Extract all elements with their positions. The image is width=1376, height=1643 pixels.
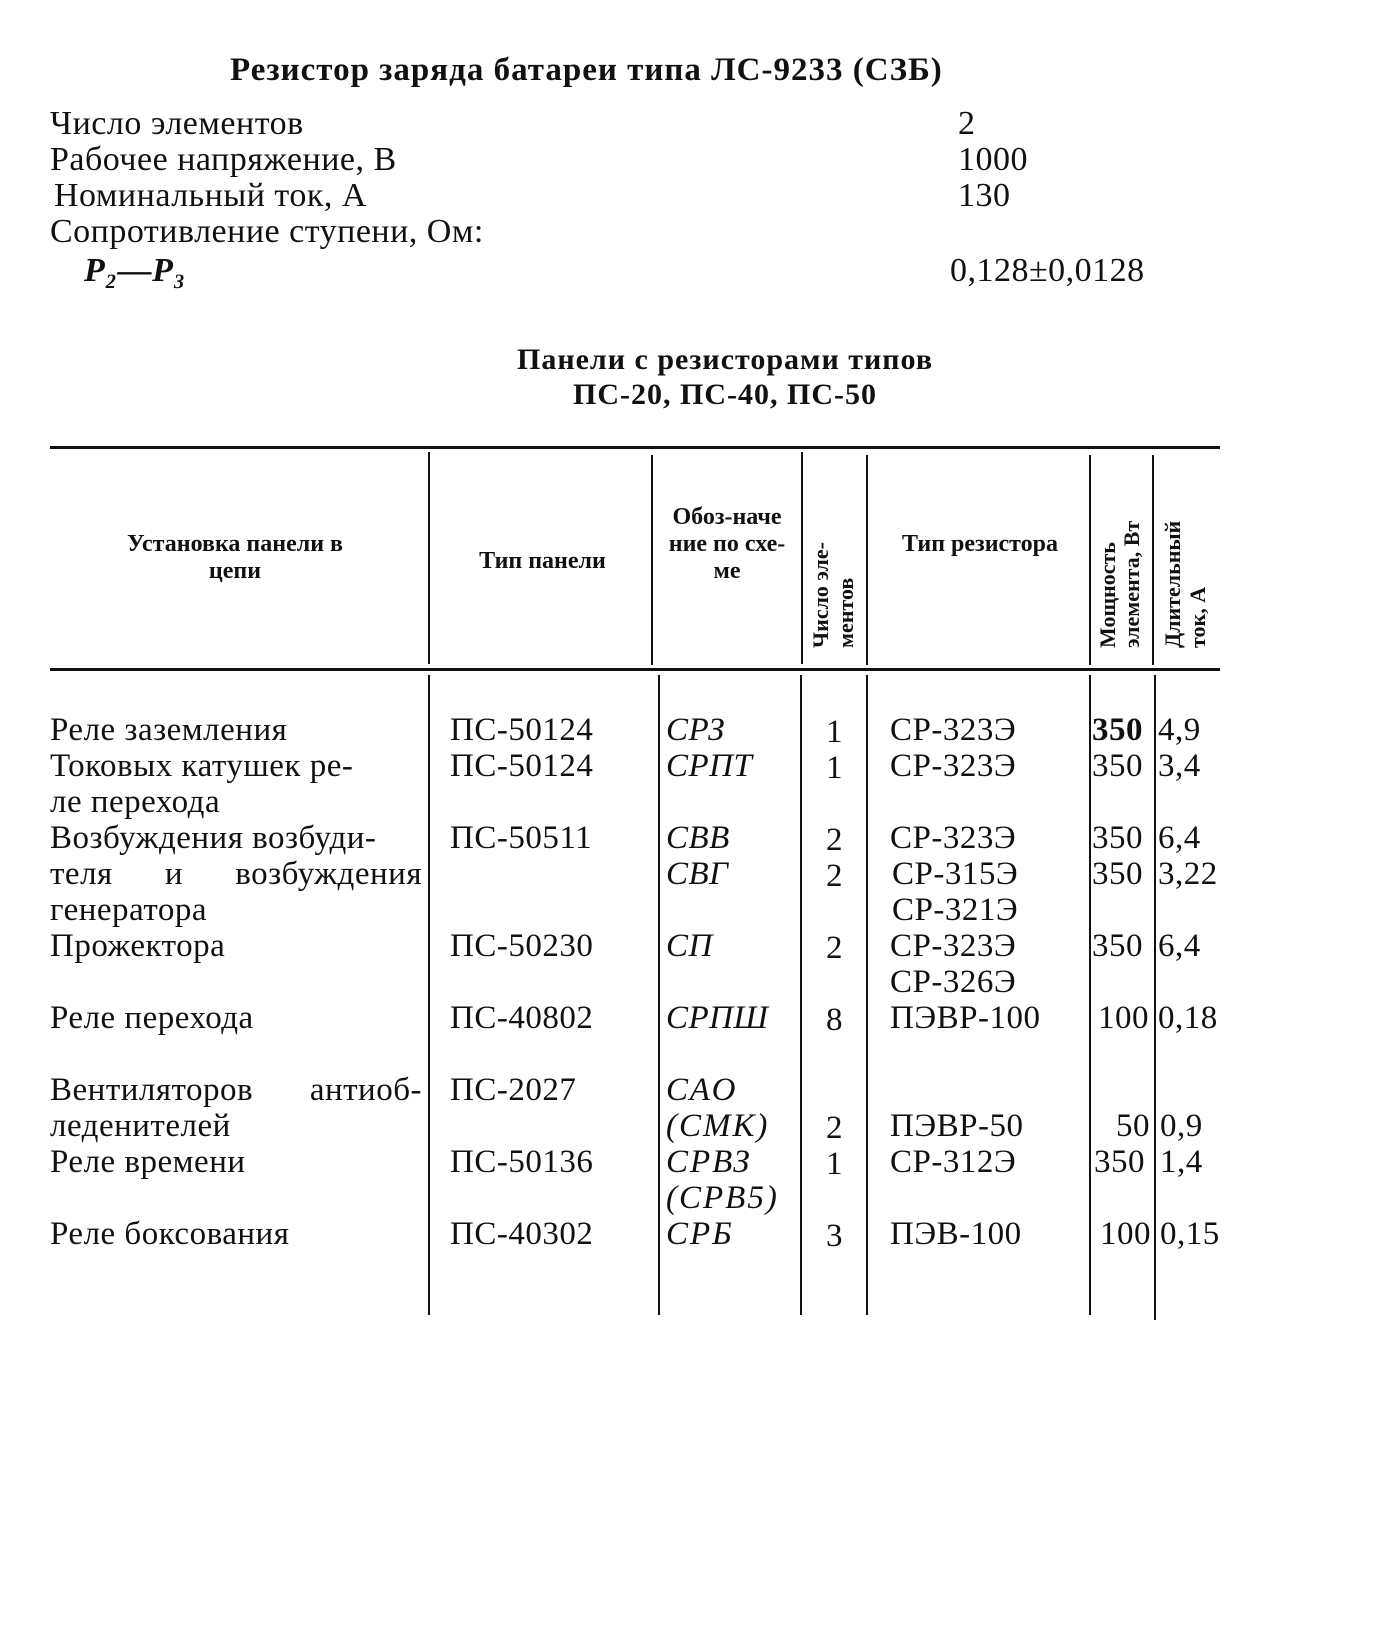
header-panel-type: Тип панели [479, 548, 606, 574]
cell-num: 1 [826, 714, 843, 750]
header-bottom-rule [50, 668, 1220, 671]
cell-power: 350 [1092, 748, 1143, 784]
cell-install: Реле времени [50, 1144, 246, 1180]
column-divider [658, 675, 660, 1315]
cell-resistor: СР-326Э [890, 964, 1017, 1000]
cell-panel: ПС-2027 [450, 1072, 577, 1108]
cell-install: Реле боксования [50, 1216, 290, 1252]
cell-install: Прожектора [50, 928, 226, 964]
column-divider [801, 452, 803, 664]
cell-power: 350 [1092, 856, 1143, 892]
cell-install: Реле заземления [50, 712, 288, 748]
cell-power: 350 [1092, 928, 1143, 964]
cell-current: 3,4 [1158, 748, 1201, 784]
cell-panel: ПС-50230 [450, 928, 594, 964]
column-divider [800, 675, 802, 1315]
cell-num: 8 [826, 1002, 843, 1038]
cell-designation: СРВЗ [666, 1144, 752, 1180]
cell-current: 3,22 [1158, 856, 1218, 892]
cell-resistor: СР-315Э [892, 856, 1019, 892]
spec-label: Рабочее напряжение, В [50, 141, 397, 178]
column-divider [866, 675, 868, 1315]
cell-panel: ПС-40802 [450, 1000, 594, 1036]
cell-power: 50 [1116, 1108, 1150, 1144]
cell-num: 2 [826, 930, 843, 966]
cell-designation: (СРВ5) [666, 1180, 779, 1216]
cell-num: 2 [826, 1110, 843, 1146]
cell-install: леденителей [50, 1108, 231, 1144]
cell-install: Возбуждения возбуди- [50, 820, 377, 856]
cell-panel: ПС-50136 [450, 1144, 594, 1180]
cell-panel: ПС-50511 [450, 820, 593, 856]
cell-power: 100 [1100, 1216, 1151, 1252]
cell-designation: СРЗ [666, 712, 725, 748]
cell-num: 2 [826, 858, 843, 894]
cell-panel: ПС-50124 [450, 748, 594, 784]
cell-designation: СРПШ [666, 1000, 769, 1036]
spec-value: 0,128±0,0128 [950, 252, 1145, 289]
header-designation: Обоз-начение по схе-ме [668, 504, 786, 584]
cell-resistor: СР-323Э [890, 820, 1017, 856]
cell-panel: ПС-50124 [450, 712, 594, 748]
cell-resistor: СР-323Э [890, 748, 1017, 784]
cell-designation: СВВ [666, 820, 730, 856]
cell-current: 6,4 [1158, 928, 1201, 964]
cell-num: 1 [826, 1146, 843, 1182]
spec-label: Число элементов [50, 105, 304, 142]
cell-resistor: ПЭВ-100 [890, 1216, 1022, 1252]
cell-install: генератора [50, 892, 207, 928]
document-title: Резистор заряда батареи типа ЛС-9233 (СЗБ) [230, 52, 943, 88]
cell-designation: СВГ [666, 856, 729, 892]
cell-current: 0,15 [1160, 1216, 1220, 1252]
column-divider [866, 455, 868, 665]
header-current: Длительный ток, А [1160, 520, 1210, 648]
cell-current: 0,9 [1160, 1108, 1203, 1144]
header-resistor-type: Тип резистора [901, 531, 1058, 557]
cell-designation: СРПТ [666, 748, 753, 784]
cell-designation: (СМК) [666, 1108, 770, 1144]
column-divider [428, 675, 430, 1315]
cell-resistor: СР-323Э [890, 712, 1017, 748]
cell-num: 3 [826, 1218, 843, 1254]
cell-install: теля и возбуждения [50, 856, 422, 892]
spec-label: Номинальный ток, А [54, 177, 367, 214]
column-divider [428, 452, 430, 664]
cell-power: 100 [1098, 1000, 1149, 1036]
cell-resistor: СР-321Э [892, 892, 1019, 928]
spec-value: 1000 [958, 141, 1028, 178]
cell-num: 2 [826, 822, 843, 858]
cell-power: 350 [1092, 712, 1143, 748]
header-install: Установка панели в цепи [127, 531, 343, 584]
column-divider [651, 455, 653, 665]
table-title: Панели с резисторами типов [516, 343, 934, 376]
cell-resistor: ПЭВР-100 [890, 1000, 1041, 1036]
cell-power: 350 [1094, 1144, 1145, 1180]
cell-resistor: СР-323Э [890, 928, 1017, 964]
column-divider [1152, 455, 1154, 665]
spec-label: Сопротивление ступени, Ом: [50, 213, 484, 250]
cell-install: ле перехода [50, 784, 221, 820]
cell-designation: СРБ [666, 1216, 734, 1252]
cell-resistor: ПЭВР-50 [890, 1108, 1024, 1144]
spec-label: P₂—P₃ [84, 252, 186, 289]
cell-designation: СП [666, 928, 713, 964]
header-power: Мощность элемента, Вт [1095, 520, 1144, 648]
table-top-rule [50, 446, 1220, 449]
cell-power: 350 [1092, 820, 1143, 856]
cell-current: 1,4 [1160, 1144, 1203, 1180]
cell-panel: ПС-40302 [450, 1216, 594, 1252]
cell-num: 1 [826, 750, 843, 786]
cell-designation: САО [666, 1072, 739, 1108]
cell-current: 6,4 [1158, 820, 1201, 856]
table-subtitle: ПС-20, ПС-40, ПС-50 [573, 378, 877, 411]
cell-install: Токовых катушек ре- [50, 748, 354, 784]
spec-value: 130 [958, 177, 1011, 214]
column-divider [1154, 675, 1156, 1320]
spec-value: 2 [958, 105, 976, 142]
cell-install: Вентиляторов антиоб- [50, 1072, 422, 1108]
cell-current: 4,9 [1158, 712, 1201, 748]
cell-install: Реле перехода [50, 1000, 254, 1036]
header-num-elements: Число эле-ментов [808, 542, 858, 648]
cell-current: 0,18 [1158, 1000, 1218, 1036]
cell-resistor: СР-312Э [890, 1144, 1017, 1180]
column-divider [1089, 455, 1091, 665]
column-divider [1089, 675, 1091, 1315]
